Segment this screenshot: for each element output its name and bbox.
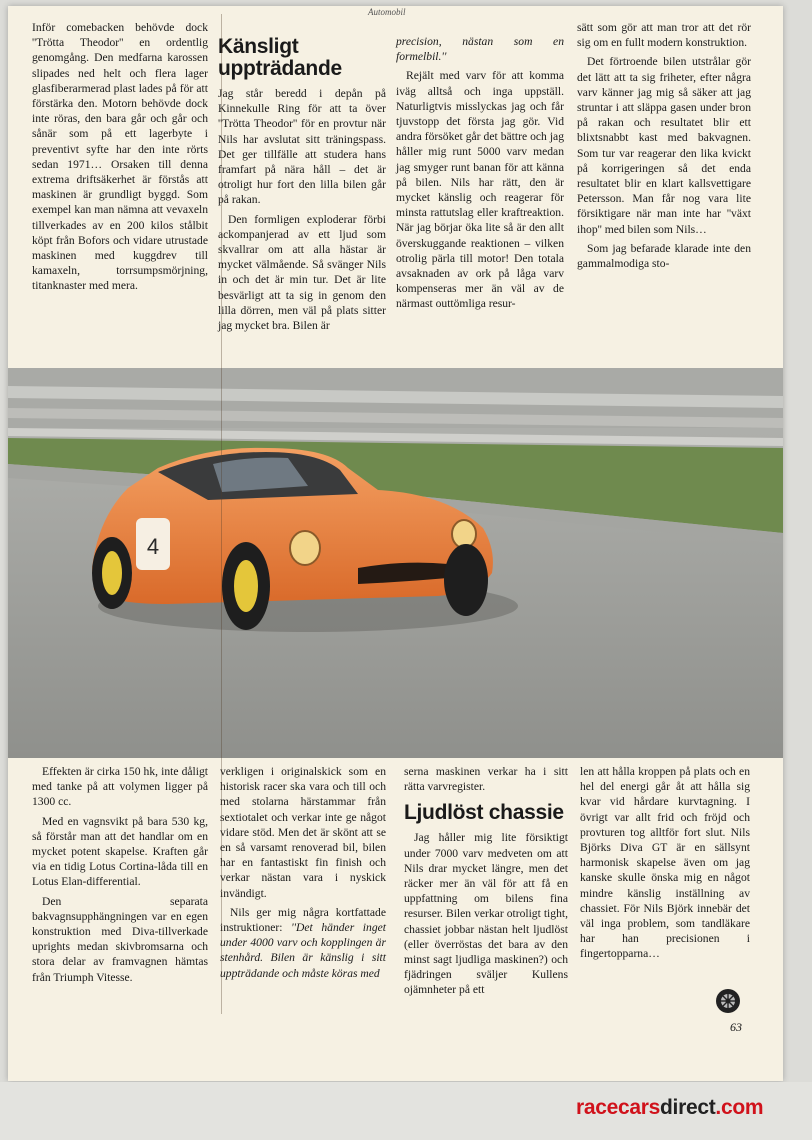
race-car-illustration — [8, 368, 783, 758]
top-column-3 — [396, 34, 564, 316]
headlight-right — [452, 520, 476, 548]
headlight-left — [290, 531, 320, 565]
end-mark-wheel-icon — [715, 988, 741, 1014]
article-paragraph: Rejält med varv för att komma iväg alltså och inga uppställ. Naturligtvis misslyckas jag och får tjuvstopp det första jag gör. Vid andra försöket går det bättre och jag håller mig runt 5000 varv medan jag smyger runt banan för att känna på bilen. Nils har rätt, den är mycket känslig och reagerar för minsta rattutslag eller kraftreaktion. När jag börjar öka lite så är den allt överskuggande reaktionen – vilken otrolig pärla till motor! Den totala avsaknaden av ork på låga varv kompenseras mer än väl av de närmast outtömliga resur- — [396, 69, 564, 311]
quote-paragraph — [396, 34, 564, 64]
article-paragraph: sätt som gör att man tror att det rör sig om en fullt modern konstruktion. — [577, 21, 751, 50]
top-column-2 — [218, 36, 386, 337]
bottom-column-2 — [220, 764, 386, 985]
bottom-column-3 — [404, 764, 568, 1002]
top-column-1 — [32, 20, 208, 298]
article-paragraph: Effekten är cirka 150 hk, inte dåligt med tanke på att volymen ligger på 1300 cc. — [32, 765, 208, 809]
rear-wheel-rim — [102, 551, 122, 595]
instruction-intro: Nils ger mig några kortfattade instruktioner: — [220, 905, 386, 935]
race-car-photo — [8, 368, 783, 758]
article-paragraph: Den separata bakvagnsupphängningen var en egen konstruktion med Diva-tillverkade uprights medan skivbromsarna och stora delar av framvagnen hämtas från Triumph Vitesse. — [32, 894, 208, 984]
article-paragraph — [220, 905, 386, 981]
page-number: 63 — [730, 1020, 742, 1034]
quote-text: precision, nästan som en formelbil.'' — [396, 35, 564, 64]
top-column-4 — [577, 20, 751, 275]
header-tag: Automobil — [368, 7, 406, 17]
watermark: racecarsdirect.com — [576, 1096, 764, 1119]
article-paragraph: Med en vagnsvikt på bara 530 kg, så förstår man att det handlar om en mycket potent skapelse. Kraften går via en tidig Lotus Cortina-låda till en Lotus Elan-differential. — [32, 814, 208, 889]
bottom-column-1 — [32, 764, 208, 989]
instruction-quote: ''Det händer inget under 4000 varv och kopplingen är stenhård. Bilen är känslig i sitt uppträdande och måste köras med — [220, 921, 386, 980]
section-heading-ljudlost: Ljudlöst chassie — [404, 801, 564, 825]
magazine-page — [8, 6, 783, 1081]
race-number-glyph: 4 — [146, 534, 160, 559]
article-paragraph: verkligen i originalskick som en historisk racer ska vara och till och med stolarna härstammar från sextiotalet och verkar inte ge något vidare stöd. Men det är skönt att se en så varsamt renoverad bil, bilen har en fantastiskt fin finish och verkar nästan vara i nyskick invändigt. — [220, 765, 386, 900]
front-wheel-right — [444, 544, 488, 616]
article-paragraph: Som jag befarade klarade inte den gammalmodiga sto- — [577, 241, 751, 271]
article-paragraph: Jag håller mig lite försiktigt under 7000 varv medveten om att Nils drar mycket längre, men det räcker mer än väl för att få en uppfattning om bilens fina resurser. Bilen verkar otroligt tight, chassiet jobbar nästan helt ljudlöst (eller överröstas det bara av den minst sagt ljudliga maskinen?) och fjädringen sväljer Kullens ojämnheter på ett — [404, 831, 568, 997]
article-paragraph: serna maskinen verkar ha i sitt rätta varvregister. — [404, 765, 568, 794]
article-paragraph: Den formligen exploderar förbi ackompanjerad av ett ljud som skvallrar om att alla hästar är mycket välmående. Så svänger Nils in och det är min tur. Det är lite besvärligt att ta sig in genom den lilla dörren, men väl på plats sitter jag mycket bra. Bilen är — [218, 212, 386, 333]
section-heading-kansligt: Känsligt uppträdande — [218, 35, 342, 80]
article-paragraph: Jag står beredd i depån på Kinnekulle Ring för att ta över ''Trötta Theodor'' för en provtur när Nils har avslutat sitt träningspass. Det ger tillfälle att studera hans framfart på nära håll – det är otroligt hur fort den lilla bilen går på rakan. — [218, 87, 386, 207]
front-wheel-left-rim — [234, 560, 258, 612]
article-paragraph: Inför comebacken behövde dock ''Trötta Theodor'' en ordentlig genomgång. Den medfarna karossen slipades ned helt och flera lager glasfiberarmerad plast lades på för att förstärka den. Motorn behövde dock inte röras, den bara går och går och sånär som på ett lagerbyte i preventivt syfte har den inte rörts sedan 1971… Orsaken till denna extrema driftsäkerhet är förstås att maskinen är grundligt byggd. Som exempel kan man nämna att vevaxeln tillverkades av en 200 kilos stålbit köpt från Bofors och vidare utrustade maskinen med kuggdrev till kamaxeln, torrsumpsmörjning, titanknaster med mera. — [32, 21, 208, 293]
article-paragraph: Det förtroende bilen utstrålar gör det lätt att ta sig friheter, efter några varv känner jag mig så säker att jag struntar i att släppa gasen under bron på rakan och resultatet blir ett blixtsnabbt kast med bakvagnen. Som tur var reagerar den lika kvickt på korrigeringen så det enda resultatet blir en klart kallsvettigare Petersson. Man får nog vara lite försiktigare när man inte har ''växt ihop'' med bilen som Nils… — [577, 55, 751, 236]
article-paragraph: len att hålla kroppen på plats och en hel del energi går åt att hålla sig kvar vid hårdare kurvtagning. I övrigt var allt frid och fröjd och provturen tog alltför fort slut. Nils Björks Diva GT är en sällsynt harmonisk skapelse även om jag kanske skulle önska mig en något mindre känslig inställning av chassiet. För Nils Björk innebär det väl inga problem, som tandläkare har han precisionen i fingertopparna… — [580, 765, 750, 961]
page-fold-line — [221, 14, 222, 1014]
bottom-column-4 — [580, 764, 750, 966]
